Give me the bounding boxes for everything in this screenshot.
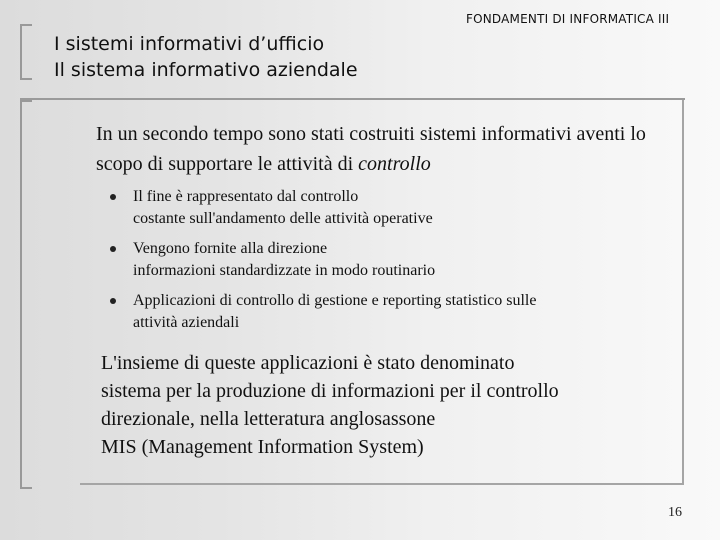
title-bracket (20, 24, 32, 80)
bullet-line-2: costante sull'andamento delle attività operative (133, 210, 433, 227)
summary-paragraph (101, 349, 681, 461)
bullet-line-1: Il fine è rappresentato dal controllo (133, 188, 359, 205)
bullet-dot-icon (110, 298, 116, 304)
page-number: 16 (668, 505, 682, 520)
course-header: FONDAMENTI DI INFORMATICA III (466, 12, 670, 26)
summary-line-3: direzionale, nella letteratura anglosassone (101, 408, 436, 430)
bullet-item (110, 238, 680, 282)
bullet-dot-icon (110, 246, 116, 252)
slide-title (54, 31, 358, 83)
content-bracket (20, 100, 32, 489)
summary-line-4: MIS (Management Information System) (101, 436, 424, 458)
title-line-2: Il sistema informativo aziendale (54, 59, 358, 81)
intro-emphasis: controllo (358, 153, 431, 175)
bullet-list (110, 186, 680, 342)
bullet-item (110, 186, 680, 230)
title-line-1: I sistemi informativi d’ufficio (54, 33, 325, 55)
bullet-line-2: informazioni standardizzate in modo routinario (133, 262, 436, 279)
bullet-item (110, 290, 680, 334)
summary-line-1: L'insieme di queste applicazioni è stato denominato (101, 352, 515, 374)
bullet-line-1: Vengono fornite alla direzione (133, 240, 328, 257)
bullet-line-1: Applicazioni di controllo di gestione e reporting statistico sulle (133, 292, 537, 309)
bullet-line-2: attività aziendali (133, 314, 240, 331)
intro-text: In un secondo tempo sono stati costruiti sistemi informativi aventi lo scopo di supportare le attività di (96, 123, 646, 175)
summary-line-2: sistema per la produzione di informazioni per il controllo (101, 380, 559, 402)
bullet-dot-icon (110, 194, 116, 200)
intro-paragraph (96, 119, 686, 179)
